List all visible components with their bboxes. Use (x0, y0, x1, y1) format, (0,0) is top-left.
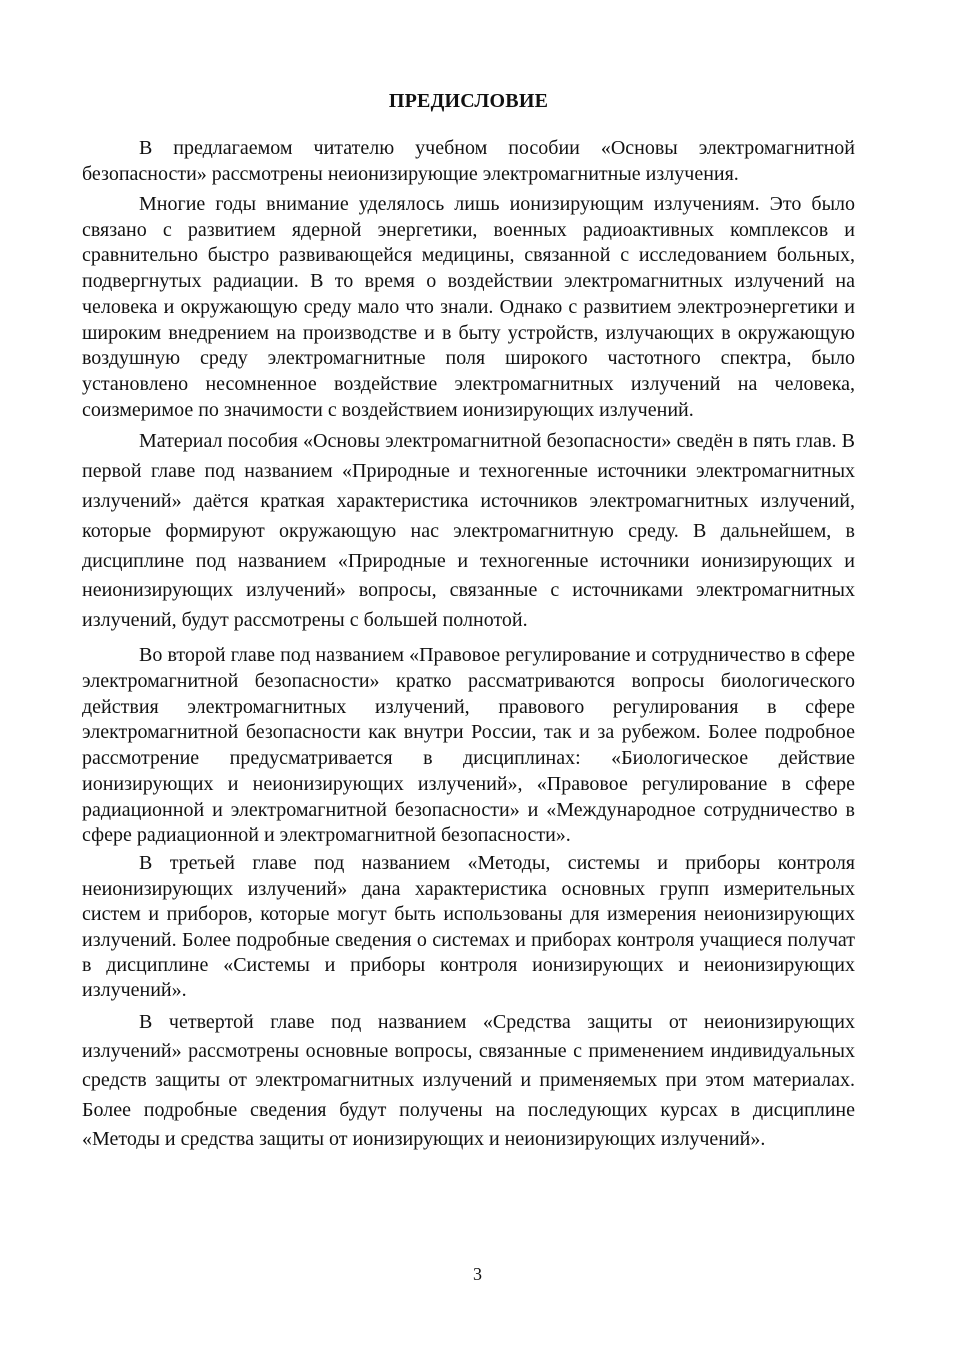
paragraph-chapter-one: Материал пособия «Основы электромагнитной безопасности» сведён в пять глав. В первой главе под названием «Природные и техногенные источники электромагнитных излучений» даётся краткая характеристика источников электромагнитных излучений, которые формируют окружающую нас электромагнитную среду. В дальнейшем, в дисциплине под названием «Природные и техногенные источники ионизирующих и неионизирующих излучений» вопросы, связанные с источниками электромагнитных излучений, будут рассмотрены с большей полнотой. (82, 430, 855, 632)
paragraph-chapter-two: Во второй главе под названием «Правовое регулирование и сотрудничество в сфере электромагнитной безопасности» кратко рассматриваются вопросы биологического действия электромагнитных излучений, правового регулирования в сфере электромагнитной безопасности как внутри России, так и за рубежом. Более подробное рассмотрение предусматривается в дисциплинах: «Биологическое действие ионизирующих и неионизирующих излучений», «Правовое регулирование в сфере радиационной и электромагнитной безопасности» и «Международное сотрудничество в сфере радиационной и электромагнитной безопасности». (82, 643, 855, 847)
page-title: ПРЕДИСЛОВИЕ (388, 90, 549, 112)
paragraph-chapter-four: В четвертой главе под названием «Средства защиты от неионизирующих излучений» рассмотрены основные вопросы, связанные с применением индивидуальных средств защиты от электромагнитных излучений и применяемых при этом материалах. Более подробные сведения будут получены на последующих курсах в дисциплине «Методы и средства защиты от ионизирующих и неионизирующих излучений». (82, 1010, 855, 1150)
paragraph-ionizing-history: Многие годы внимание уделялось лишь ионизирующим излучениям. Это было связано с развитием ядерной энергетики, военных радиоактивных комплексов и сравнительно быстро развивающейся медицины, связанной с исследованием больных, подвергнутых радиации. В то время о воздействии электромагнитных излучений на человека и окружающую среду мало что знали. Однако с развитием электроэнергетики и широким внедрением на производстве и в быту устройств, излучающих в окружающую воздушную среду электромагнитные поля широкого частотного спектра, было установлено несомненное воздействие электромагнитных излучений на человека, соизмеримое по значимости с воздействием ионизирующих излучений. (82, 193, 855, 421)
paragraph-intro: В предлагаемом читателю учебном пособии «Основы электромагнитной безопасности» рассмотрены неионизирующие электромагнитные излучения. (82, 137, 855, 185)
paragraph-chapter-three: В третьей главе под названием «Методы, системы и приборы контроля неионизирующих излучений» дана характеристика основных групп измерительных систем и приборов, которые могут быть использованы для измерения неионизирующих излучений. Более подробные сведения о системах и приборах контроля учащиеся получат в дисциплине «Системы и приборы контроля ионизирующих и неионизирующих излучений». (82, 852, 855, 1002)
page-content (82, 88, 855, 1154)
page-number: 3 (473, 1264, 482, 1284)
